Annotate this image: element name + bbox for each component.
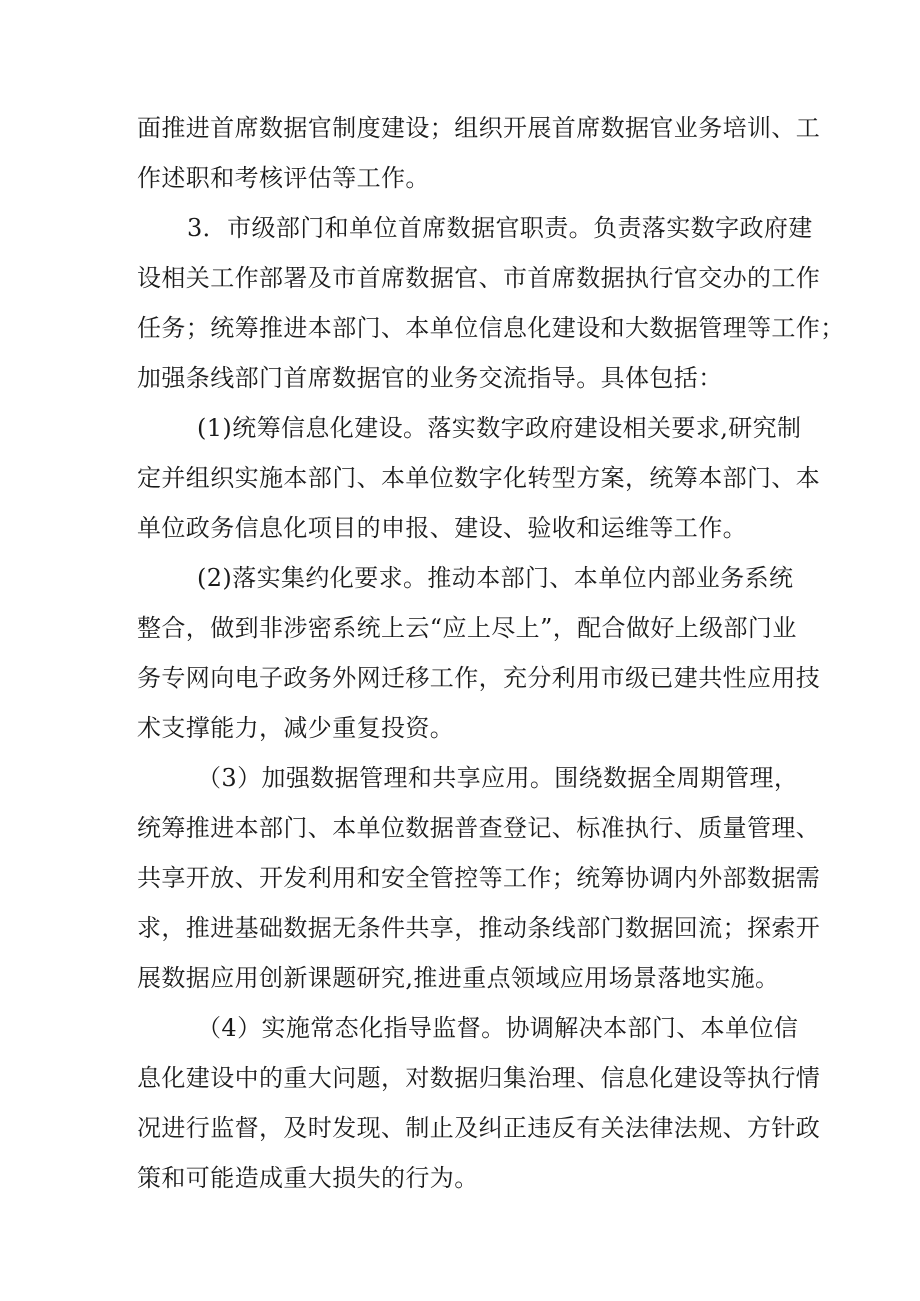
text-line: 共享开放、开发利用和安全管控等工作；统筹协调内外部数据需	[137, 864, 821, 892]
text-line: 务专网向电子政务外网迁移工作，充分利用市级已建共性应用技	[137, 664, 821, 692]
text-line: （3）加强数据管理和共享应用。围绕数据全周期管理，	[197, 764, 799, 792]
text-line: 设相关工作部署及市首席数据官、市首席数据执行官交办的工作	[137, 264, 821, 292]
text-line: 面推进首席数据官制度建设；组织开展首席数据官业务培训、工	[137, 114, 821, 142]
text-line: 展数据应用创新课题研究,推进重点领域应用场景落地实施。	[137, 964, 780, 992]
text-line: 况进行监督，及时发现、制止及纠正违反有关法律法规、方针政	[137, 1114, 821, 1142]
text-line: 定并组织实施本部门、本单位数字化转型方案，统筹本部门、本	[137, 464, 821, 492]
text-line: 术支撑能力，减少重复投资。	[137, 714, 455, 742]
text-line: 策和可能造成重大损失的行为。	[137, 1164, 479, 1192]
text-line: 任务；统筹推进本部门、本单位信息化建设和大数据管理等工作；	[137, 314, 845, 342]
text-line: (1)统筹信息化建设。落实数字政府建设相关要求,研究制	[197, 414, 802, 442]
text-line: 作述职和考核评估等工作。	[137, 164, 430, 192]
text-line: 加强条线部门首席数据官的业务交流指导。具体包括：	[137, 364, 723, 392]
text-line: 3．市级部门和单位首席数据官职责。负责落实数字政府建	[187, 214, 813, 242]
text-line: 统筹推进本部门、本单位数据普查登记、标准执行、质量管理、	[137, 814, 821, 842]
text-line: 整合，做到非涉密系统上云“应上尽上”，配合做好上级部门业	[137, 614, 797, 642]
text-line: (2)落实集约化要求。推动本部门、本单位内部业务系统	[197, 564, 794, 592]
text-line: （4）实施常态化指导监督。协调解决本部门、本单位信	[197, 1014, 799, 1042]
text-line: 求，推进基础数据无条件共享，推动条线部门数据回流；探索开	[137, 914, 821, 942]
text-line: 单位政务信息化项目的申报、建设、验收和运维等工作。	[137, 514, 747, 542]
text-line: 息化建设中的重大问题，对数据归集治理、信息化建设等执行情	[137, 1064, 821, 1092]
